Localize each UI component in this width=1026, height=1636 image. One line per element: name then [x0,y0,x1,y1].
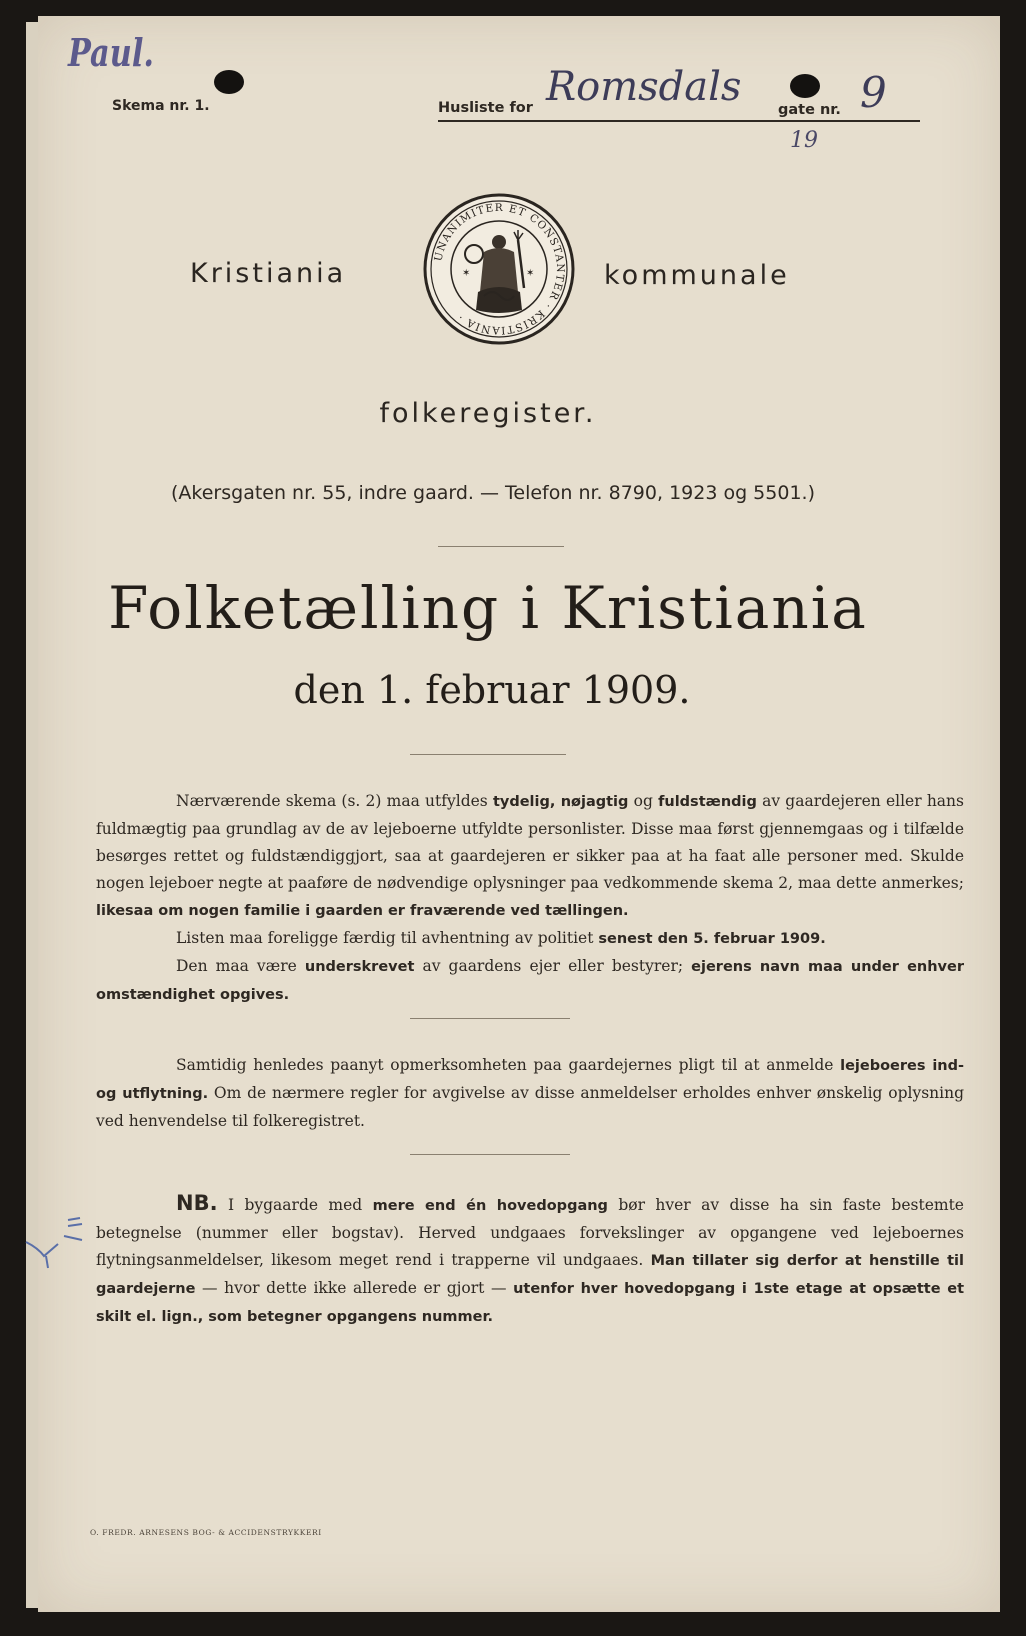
instructions-paragraph-2: Samtidig henledes paanyt opmerksomheten paa gaardejernes pligt til at anmelde lejeboeres ind- og utflytning. Om de nærmere regler for avgivelse av disse anmeldelser erholdes enhver ønskelig oplysning ved henvendelse til folkeregistret. [96,1056,965,1130]
census-form-page [38,16,1000,1612]
punch-hole-left [214,70,244,94]
registry-subtitle: folkeregister. [379,398,597,429]
divider [410,754,566,755]
svg-text:✶: ✶ [526,268,535,279]
gate-number-label: gate nr. [778,102,841,118]
city-seal-icon [422,192,576,346]
svg-text:✶: ✶ [462,268,471,279]
street-name-handwritten: Romsdals [546,64,742,110]
registry-address: (Akersgaten nr. 55, indre gaard. — Telefon nr. 8790, 1923 og 5501.) [171,482,815,504]
form-number: Skema nr. 1. [112,98,210,114]
nb-paragraph: NB. I bygaarde med mere end én hovedopgang bør hver av disse ha sin faste bestemte betegnelse (nummer eller bogstav). Herved undgaaes forvekslinger av opgangene ved lejeboernes flytningsanmeldelser, likesom meget rend i trapperne vil undgaaes. Man tillater sig derfor at henstille til gaardejerne — hvor dette ikke allerede er gjort — utenfor hver hovedopgang i 1ste etage at opsætte et skilt el. lign., som betegner opgangens nummer. [96,1191,965,1325]
nb-label: NB. [176,1191,218,1215]
instructions-paragraph-1: Nærværende skema (s. 2) maa utfyldes tydelig, nøjagtig og fuldstændig av gaardejeren eller hans fuldmægtig paa grundlag av de av lejeboerne utfyldte personlister. Disse maa først gjennemgaas og i tilfælde besørges rettet og fuldstændiggjort, saa at gaardejeren er sikker paa at ha faat alle personer med. Skulde nogen lejeboer negte at paaføre de nødvendige oplysninger paa vedkommende skema 2, maa dette anmerkes; likesaa om nogen familie i gaarden er fraværende ved tællingen. Listen maa foreligge færdig til avhentning av politiet senest den 5. februar 1909. Den maa være underskrevet av gaardens ejer eller bestyrer; ejerens navn maa under enhver omstændighet opgives. [96,792,964,1003]
header-underline [438,120,920,122]
handwritten-name-annotation: Paul. [68,30,154,75]
city-seal [422,192,576,346]
sub-number-handwritten: 19 [790,128,818,153]
title-right-word: kommunale [604,260,790,291]
title-left-word: Kristiania [190,258,347,289]
divider [410,1018,570,1019]
handwritten-margin-mark [24,1212,94,1272]
husliste-label: Husliste for [438,100,533,116]
gate-number-handwritten: 9 [860,68,887,117]
printer-credit: O. FREDR. ARNESENS BOG- & ACCIDENSTRYKKERI [90,1528,322,1537]
divider [410,1154,570,1155]
svg-text:UNANIMITER ET CONSTANTER · KRI: UNANIMITER ET CONSTANTER · KRISTIANIA · [432,201,567,337]
punch-hole-right [790,74,820,98]
census-date-title: den 1. februar 1909. [293,668,691,712]
divider [438,546,564,547]
census-main-title: Folketælling i Kristiania [108,574,868,642]
